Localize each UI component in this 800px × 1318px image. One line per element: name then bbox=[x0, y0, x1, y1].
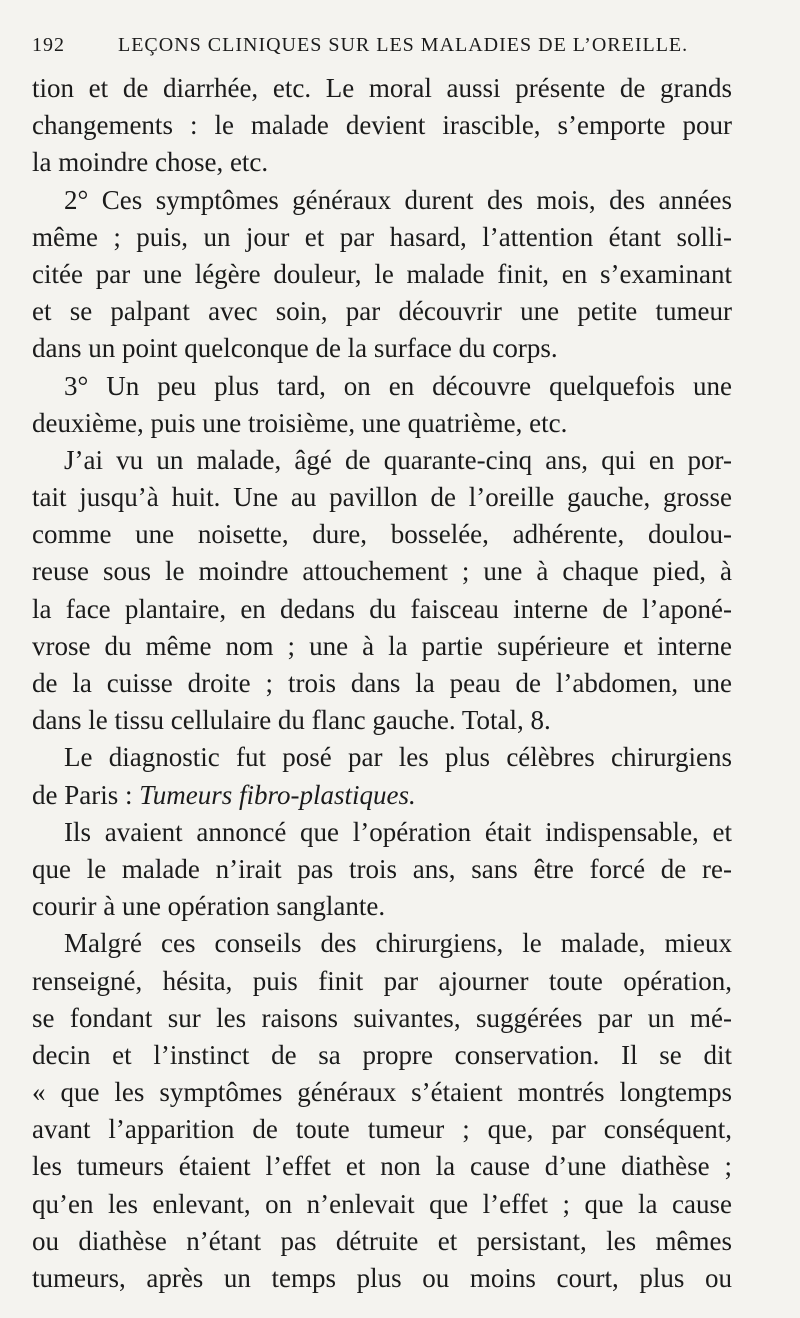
text-line: deuxième, puis une troisième, une quatrième, etc. bbox=[32, 407, 568, 438]
text-line bbox=[32, 777, 732, 814]
text-line: J’ai vu un malade, âgé de quarante-cinq ans, qui en por- bbox=[64, 444, 732, 475]
text-line: se fondant sur les raisons suivantes, suggérées par un mé- bbox=[32, 1002, 732, 1033]
diagnosis-italic: Tumeurs fibro-plastiques. bbox=[139, 779, 416, 810]
running-title: LEÇONS CLINIQUES SUR LES MALADIES DE L’OREILLE. bbox=[118, 34, 689, 56]
text-line: renseigné, hésita, puis finit par ajourner toute opération, bbox=[32, 965, 732, 996]
page-number: 192 bbox=[32, 34, 65, 56]
text-line: reuse sous le moindre attouchement ; une à chaque pied, à bbox=[32, 556, 732, 587]
text-line: « que les symptômes généraux s’étaient montrés longtemps bbox=[32, 1077, 732, 1108]
text-line: changements : le malade devient irascible, s’emporte pour bbox=[32, 110, 732, 141]
text-line-start: de Paris : bbox=[32, 779, 140, 810]
text-line: dans un point quelconque de la surface du corps. bbox=[32, 333, 558, 364]
page-header bbox=[32, 34, 732, 62]
text-line: dans le tissu cellulaire du flanc gauche. Total, 8. bbox=[32, 705, 551, 736]
text-line: tait jusqu’à huit. Une au pavillon de l’oreille gauche, grosse bbox=[32, 482, 732, 513]
text-line: avant l’apparition de toute tumeur ; que, par conséquent, bbox=[32, 1114, 732, 1145]
text-line: et se palpant avec soin, par découvrir une petite tumeur bbox=[32, 296, 732, 327]
body-text bbox=[32, 70, 732, 1297]
text-line: que le malade n’irait pas trois ans, sans être forcé de re- bbox=[32, 853, 732, 884]
text-line: la moindre chose, etc. bbox=[32, 147, 269, 178]
text-line: Ils avaient annoncé que l’opération était indispensable, et bbox=[64, 816, 732, 847]
text-line: tumeurs, après un temps plus ou moins court, plus ou bbox=[32, 1263, 732, 1293]
text-line: même ; puis, un jour et par hasard, l’attention étant solli- bbox=[32, 221, 732, 252]
text-line: la face plantaire, en dedans du faisceau interne de l’aponé- bbox=[32, 593, 732, 624]
text-line: ou diathèse n’étant pas détruite et persistant, les mêmes bbox=[32, 1225, 732, 1256]
text-line: Le diagnostic fut posé par les plus célèbres chirurgiens bbox=[64, 742, 732, 773]
text-line: vrose du même nom ; une à la partie supérieure et interne bbox=[32, 630, 732, 661]
text-line: 3° Un peu plus tard, on en découvre quelquefois une bbox=[64, 370, 732, 401]
text-line: de la cuisse droite ; trois dans la peau de l’abdomen, une bbox=[32, 668, 732, 698]
text-line: citée par une légère douleur, le malade finit, en s’examinant bbox=[32, 258, 732, 289]
text-line: 2° Ces symptômes généraux durent des mois, des années bbox=[64, 184, 732, 215]
text-line: Malgré ces conseils des chirurgiens, le malade, mieux bbox=[64, 928, 732, 959]
text-line: qu’en les enlevant, on n’enlevait que l’effet ; que la cause bbox=[32, 1188, 732, 1219]
text-line: decin et l’instinct de sa propre conservation. Il se dit bbox=[32, 1039, 732, 1070]
text-line: les tumeurs étaient l’effet et non la cause d’une diathèse ; bbox=[32, 1151, 732, 1182]
text-line: tion et de diarrhée, etc. Le moral aussi présente de grands bbox=[32, 73, 732, 103]
text-line: comme une noisette, dure, bosselée, adhérente, doulou- bbox=[32, 519, 732, 550]
text-line: courir à une opération sanglante. bbox=[32, 891, 386, 922]
